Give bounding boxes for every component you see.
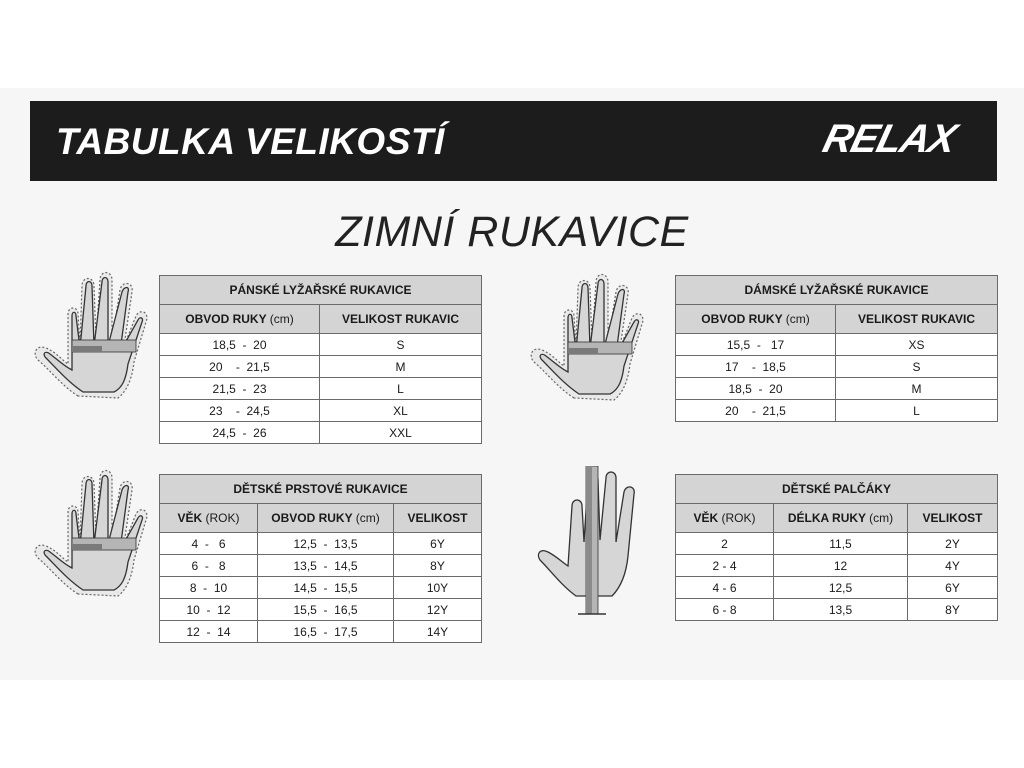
kids-finger-gloves-table <box>159 474 482 643</box>
table-row <box>676 599 998 621</box>
table-row <box>160 356 482 378</box>
column-header: VĚK (ROK) <box>676 504 774 533</box>
relax-logo: RELAX <box>819 117 961 161</box>
table-cell: 20 - 21,5 <box>160 356 320 378</box>
table-row <box>160 378 482 400</box>
table-cell: XXL <box>320 422 482 444</box>
table-title: DĚTSKÉ PALČÁKY <box>676 475 998 504</box>
hand-circumference-icon <box>28 268 156 408</box>
kids-mittens-table <box>675 474 998 621</box>
table-cell: 2Y <box>908 533 998 555</box>
table-cell: 4 - 6 <box>160 533 258 555</box>
table-cell: 8Y <box>394 555 482 577</box>
column-header: OBVOD RUKY (cm) <box>676 305 836 334</box>
header-banner <box>30 101 997 181</box>
table-cell: M <box>320 356 482 378</box>
table-cell: 12 - 14 <box>160 621 258 643</box>
table-cell: 15,5 - 16,5 <box>258 599 394 621</box>
table-cell: 10 - 12 <box>160 599 258 621</box>
table-body <box>160 334 482 444</box>
table-row <box>676 400 998 422</box>
table-cell: 10Y <box>394 577 482 599</box>
table-cell: 4Y <box>908 555 998 577</box>
table-cell: S <box>836 356 998 378</box>
table-cell: 20 - 21,5 <box>676 400 836 422</box>
table-cell: L <box>836 400 998 422</box>
column-header: VELIKOST <box>908 504 998 533</box>
table-row <box>160 555 482 577</box>
table-cell: 12,5 - 13,5 <box>258 533 394 555</box>
table-cell: 13,5 <box>774 599 908 621</box>
hand-length-icon <box>532 466 652 618</box>
column-header: OBVOD RUKY (cm) <box>258 504 394 533</box>
table-row <box>676 555 998 577</box>
table-row <box>676 533 998 555</box>
table-body <box>676 334 998 422</box>
table-cell: 6Y <box>908 577 998 599</box>
table-cell: 16,5 - 17,5 <box>258 621 394 643</box>
table-cell: 12 <box>774 555 908 577</box>
table-row <box>676 378 998 400</box>
hand-circumference-icon <box>28 466 156 606</box>
table-row <box>676 356 998 378</box>
table-cell: 23 - 24,5 <box>160 400 320 422</box>
table-title: DĚTSKÉ PRSTOVÉ RUKAVICE <box>160 475 482 504</box>
table-title: PÁNSKÉ LYŽAŘSKÉ RUKAVICE <box>160 276 482 305</box>
table-cell: S <box>320 334 482 356</box>
column-header: VELIKOST <box>394 504 482 533</box>
table-cell: 18,5 - 20 <box>676 378 836 400</box>
table-cell: 8 - 10 <box>160 577 258 599</box>
banner-title: TABULKA VELIKOSTÍ <box>56 121 445 162</box>
table-cell: 21,5 - 23 <box>160 378 320 400</box>
table-cell: 18,5 - 20 <box>160 334 320 356</box>
table-title: DÁMSKÉ LYŽAŘSKÉ RUKAVICE <box>676 276 998 305</box>
table-cell: 12,5 <box>774 577 908 599</box>
womens-ski-gloves-table <box>675 275 998 422</box>
table-cell: 6 - 8 <box>160 555 258 577</box>
column-header: VELIKOST RUKAVIC <box>320 305 482 334</box>
table-row <box>160 577 482 599</box>
table-cell: 6 - 8 <box>676 599 774 621</box>
table-row <box>160 621 482 643</box>
table-row <box>160 422 482 444</box>
table-cell: M <box>836 378 998 400</box>
table-row <box>676 577 998 599</box>
hand-circumference-icon <box>524 270 652 410</box>
table-row <box>160 334 482 356</box>
table-cell: 4 - 6 <box>676 577 774 599</box>
column-header: VĚK (ROK) <box>160 504 258 533</box>
table-cell: L <box>320 378 482 400</box>
table-cell: 17 - 18,5 <box>676 356 836 378</box>
table-cell: 12Y <box>394 599 482 621</box>
column-header: VELIKOST RUKAVIC <box>836 305 998 334</box>
table-cell: 24,5 - 26 <box>160 422 320 444</box>
column-header: OBVOD RUKY (cm) <box>160 305 320 334</box>
page-subtitle: ZIMNÍ RUKAVICE <box>335 208 689 256</box>
table-body <box>676 533 998 621</box>
table-cell: 13,5 - 14,5 <box>258 555 394 577</box>
table-row <box>676 334 998 356</box>
table-cell: XS <box>836 334 998 356</box>
table-cell: 11,5 <box>774 533 908 555</box>
column-header: DÉLKA RUKY (cm) <box>774 504 908 533</box>
table-cell: 6Y <box>394 533 482 555</box>
table-cell: XL <box>320 400 482 422</box>
mens-ski-gloves-table <box>159 275 482 444</box>
table-body <box>160 533 482 643</box>
table-row <box>160 599 482 621</box>
table-row <box>160 533 482 555</box>
table-cell: 2 - 4 <box>676 555 774 577</box>
table-cell: 14Y <box>394 621 482 643</box>
table-cell: 14,5 - 15,5 <box>258 577 394 599</box>
table-cell: 15,5 - 17 <box>676 334 836 356</box>
table-cell: 2 <box>676 533 774 555</box>
table-cell: 8Y <box>908 599 998 621</box>
table-row <box>160 400 482 422</box>
